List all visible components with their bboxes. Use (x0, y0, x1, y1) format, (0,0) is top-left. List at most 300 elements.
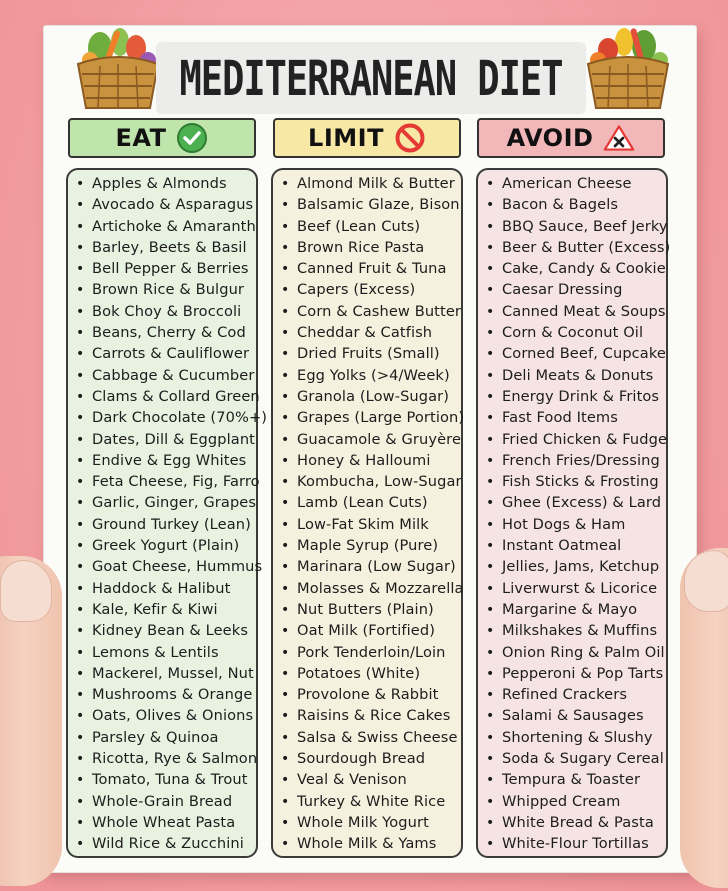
limit-item-text: Grapes (Large Portion) (297, 409, 465, 427)
eat-item-text: Apples & Almonds (92, 175, 227, 192)
avoid-item-text: Deli Meats & Donuts (502, 366, 654, 384)
eat-list-item (68, 620, 256, 641)
avoid-item-text: Bacon & Bagels (502, 196, 619, 214)
limit-item-text: Egg Yolks (>4/Week) (297, 366, 450, 384)
eat-item-text: Lemons & Lentils (92, 643, 219, 661)
limit-item-text: Capers (Excess) (297, 281, 416, 299)
avoid-item-text: Refined Crackers (502, 686, 628, 704)
eat-item-text: Bell Pepper & Berries (92, 260, 249, 278)
limit-list-item (273, 727, 461, 748)
eat-list-item (68, 216, 256, 237)
eat-list-item (68, 343, 256, 364)
limit-list (271, 168, 463, 858)
eat-item-text: Kidney Bean & Leeks (92, 622, 249, 640)
bullet-icon: • (281, 410, 290, 427)
bullet-icon: • (486, 644, 495, 661)
diet-card (44, 26, 696, 872)
warning-x-icon (603, 122, 635, 154)
avoid-item-text: Whipped Cream (502, 792, 621, 810)
bullet-icon: • (486, 708, 495, 725)
limit-header (273, 118, 461, 158)
limit-item-text: Canned Fruit & Tuna (297, 260, 447, 278)
prohibited-icon (394, 122, 426, 154)
avoid-list-item (478, 833, 666, 854)
bullet-icon: • (281, 772, 290, 789)
limit-item-text: Dried Fruits (Small) (297, 345, 440, 363)
bullet-icon: • (486, 538, 495, 555)
limit-item-text: Molasses & Mozzarella (297, 579, 464, 597)
limit-item-text: Nut Butters (Plain) (297, 600, 434, 618)
bullet-icon: • (281, 495, 290, 512)
limit-item-text: Low-Fat Skim Milk (297, 515, 429, 533)
avoid-list-item (478, 173, 666, 194)
bullet-icon: • (486, 388, 495, 405)
eat-list-item (68, 663, 256, 684)
limit-item-text: Marinara (Low Sugar) (297, 558, 456, 576)
bullet-icon: • (76, 367, 85, 384)
avoid-list-item (478, 279, 666, 300)
limit-item-text: Maple Syrup (Pure) (297, 537, 439, 555)
avoid-list-item (478, 514, 666, 535)
bullet-icon: • (281, 793, 290, 810)
bullet-icon: • (76, 410, 85, 427)
eat-item-text: Mushrooms & Orange (92, 686, 253, 704)
avoid-list-item (478, 322, 666, 343)
limit-item-text: Veal & Venison (297, 771, 407, 789)
bullet-icon: • (76, 580, 85, 597)
eat-list-item (68, 322, 256, 343)
bullet-icon: • (76, 814, 85, 831)
bullet-icon: • (76, 559, 85, 576)
eat-item-text: Clams & Collard Green (92, 387, 260, 405)
bullet-icon: • (486, 282, 495, 299)
bullet-icon: • (76, 836, 85, 853)
limit-list-item (273, 556, 461, 577)
limit-list-item (273, 450, 461, 471)
eat-item-text: Feta Cheese, Fig, Farro (92, 473, 260, 491)
limit-list-item (273, 343, 461, 364)
bullet-icon: • (486, 601, 495, 618)
limit-list-item (273, 173, 461, 194)
avoid-header-label: AVOID (506, 124, 594, 152)
bullet-icon: • (76, 346, 85, 363)
bullet-icon: • (76, 665, 85, 682)
eat-item-text: Oats, Olives & Onions (92, 707, 254, 725)
eat-item-text: Beans, Cherry & Cod (92, 324, 246, 342)
eat-list-item (68, 492, 256, 513)
bullet-icon: • (76, 282, 85, 299)
avoid-item-text: Milkshakes & Muffins (502, 622, 658, 640)
bullet-icon: • (76, 495, 85, 512)
eat-item-text: Tomato, Tuna & Trout (92, 771, 248, 789)
avoid-item-text: Instant Oatmeal (502, 537, 622, 555)
bullet-icon: • (281, 176, 290, 192)
limit-list-item (273, 301, 461, 322)
limit-item-text: Turkey & White Rice (297, 792, 446, 810)
bullet-icon: • (76, 388, 85, 405)
bullet-icon: • (486, 793, 495, 810)
eat-item-text: Whole-Grain Bread (92, 792, 233, 810)
avoid-list-item (478, 642, 666, 663)
limit-list-item (273, 599, 461, 620)
avoid-list (476, 168, 671, 858)
bullet-icon: • (281, 687, 290, 704)
eat-list-item (68, 791, 256, 812)
eat-item-text: Endive & Egg Whites (92, 451, 247, 469)
title-banner (156, 42, 586, 114)
eat-item-text: Bok Choy & Broccoli (92, 302, 242, 320)
bullet-icon: • (281, 516, 290, 533)
eat-item-text: Haddock & Halibut (92, 579, 231, 597)
bullet-icon: • (486, 751, 495, 768)
bullet-icon: • (76, 751, 85, 768)
bullet-icon: • (486, 559, 495, 576)
avoid-item-text: Fish Sticks & Frosting (502, 473, 659, 491)
bullet-icon: • (76, 623, 85, 640)
bullet-icon: • (486, 431, 495, 448)
bullet-icon: • (486, 729, 495, 746)
bullet-icon: • (76, 197, 85, 214)
eat-list-item (68, 556, 263, 577)
avoid-list-item (478, 578, 666, 599)
bullet-icon: • (281, 836, 290, 853)
limit-item-text: Corn & Cashew Butter (297, 302, 461, 320)
bullet-icon: • (281, 197, 290, 214)
limit-item-text: Salsa & Swiss Cheese (297, 728, 458, 746)
eat-list-item (68, 599, 256, 620)
bullet-icon: • (281, 538, 290, 555)
bullet-icon: • (281, 580, 290, 597)
bullet-icon: • (486, 452, 495, 469)
eat-list-item (68, 301, 256, 322)
limit-list-item (273, 812, 461, 833)
limit-header-label: LIMIT (308, 124, 384, 152)
limit-item-text: Honey & Halloumi (297, 451, 431, 469)
avoid-item-text: Liverwurst & Licorice (502, 579, 658, 597)
eat-item-text: Mackerel, Mussel, Nut (92, 664, 254, 682)
page-title: MEDITERRANEAN DIET (179, 50, 563, 106)
avoid-list-item (478, 663, 666, 684)
bullet-icon: • (281, 218, 290, 235)
avoid-list-item (478, 450, 666, 471)
bullet-icon: • (486, 495, 495, 512)
eat-list-item (68, 642, 256, 663)
limit-item-text: Beef (Lean Cuts) (297, 217, 421, 235)
bullet-icon: • (281, 665, 290, 682)
eat-item-text: Ricotta, Rye & Salmon (92, 750, 258, 768)
eat-item-text: Kale, Kefir & Kiwi (92, 600, 218, 618)
avoid-item-text: Margarine & Mayo (502, 600, 638, 618)
bullet-icon: • (76, 772, 85, 789)
eat-list-item (68, 535, 256, 556)
bullet-icon: • (76, 431, 85, 448)
limit-item-text: Oat Milk (Fortified) (297, 622, 435, 640)
eat-list-item (68, 812, 256, 833)
bullet-icon: • (486, 836, 495, 853)
vegetable-basket-icon (70, 26, 166, 112)
avoid-list-item (478, 194, 666, 215)
bullet-icon: • (281, 346, 290, 363)
eat-item-text: Artichoke & Amaranth (92, 217, 256, 235)
avoid-header (477, 118, 665, 158)
limit-list-item (273, 833, 461, 854)
eat-item-text: Carrots & Cauliflower (92, 345, 250, 363)
avoid-item-text: White-Flour Tortillas (502, 835, 649, 853)
eat-item-text: Garlic, Ginger, Grapes (92, 494, 257, 512)
eat-header-label: EAT (115, 124, 167, 152)
bullet-icon: • (281, 431, 290, 448)
eat-list-item (68, 705, 256, 726)
right-thumb-nail (684, 550, 728, 612)
eat-item-text: Dates, Dill & Eggplant (92, 430, 256, 448)
avoid-list-item (478, 727, 666, 748)
limit-item-text: Lamb (Lean Cuts) (297, 494, 428, 512)
avoid-item-text: American Cheese (502, 175, 632, 192)
bullet-icon: • (76, 474, 85, 491)
bullet-icon: • (76, 261, 85, 278)
limit-list-item (273, 386, 461, 407)
eat-list-item (68, 748, 256, 769)
bullet-icon: • (486, 772, 495, 789)
bullet-icon: • (76, 729, 85, 746)
avoid-item-text: French Fries/Dressing (502, 451, 660, 469)
avoid-list-item (478, 407, 666, 428)
limit-list-item (273, 769, 461, 790)
bullet-icon: • (76, 325, 85, 342)
bullet-icon: • (76, 452, 85, 469)
avoid-item-text: Corn & Coconut Oil (502, 324, 644, 342)
bullet-icon: • (281, 474, 290, 491)
avoid-list-item (478, 791, 666, 812)
eat-list-item (68, 173, 256, 194)
avoid-item-text: Soda & Sugary Cereal (502, 750, 664, 768)
limit-list-item (273, 748, 461, 769)
bullet-icon: • (486, 580, 495, 597)
limit-list-item (273, 365, 461, 386)
bullet-icon: • (281, 261, 290, 278)
limit-item-text: Pork Tenderloin/Loin (297, 643, 446, 661)
bullet-icon: • (76, 793, 85, 810)
eat-item-text: Ground Turkey (Lean) (92, 515, 251, 533)
bullet-icon: • (76, 218, 85, 235)
bullet-icon: • (76, 516, 85, 533)
eat-list (66, 168, 268, 858)
limit-list-item (273, 258, 461, 279)
bullet-icon: • (486, 687, 495, 704)
limit-list-item (273, 237, 461, 258)
eat-list-item (68, 429, 256, 450)
eat-item-text: Barley, Beets & Basil (92, 238, 247, 256)
eat-list-item (68, 194, 256, 215)
bullet-icon: • (281, 452, 290, 469)
bullet-icon: • (486, 516, 495, 533)
bullet-icon: • (281, 601, 290, 618)
avoid-item-text: White Bread & Pasta (502, 813, 654, 831)
bullet-icon: • (486, 176, 495, 192)
eat-item-text: Cabbage & Cucumber (92, 366, 255, 384)
eat-item-text: Avocado & Asparagus (92, 196, 254, 214)
bullet-icon: • (486, 218, 495, 235)
limit-list-item (273, 684, 461, 705)
bullet-icon: • (486, 346, 495, 363)
limit-list-item (273, 705, 461, 726)
limit-list-item (273, 663, 461, 684)
eat-list-item (68, 769, 256, 790)
avoid-item-text: Tempura & Toaster (502, 771, 641, 789)
limit-item-text: Provolone & Rabbit (297, 686, 439, 704)
limit-item-text: Kombucha, Low-Sugar (297, 473, 462, 491)
limit-item-text: Sourdough Bread (297, 750, 426, 768)
limit-list-item (273, 492, 461, 513)
eat-list-item (68, 407, 268, 428)
bullet-icon: • (281, 814, 290, 831)
avoid-item-text: Hot Dogs & Ham (502, 515, 626, 533)
limit-list-item (273, 429, 461, 450)
limit-item-text: Raisins & Rice Cakes (297, 707, 451, 725)
limit-item-text: Potatoes (White) (297, 664, 421, 682)
bullet-icon: • (486, 665, 495, 682)
bullet-icon: • (76, 176, 85, 192)
bullet-icon: • (486, 261, 495, 278)
eat-list-item (68, 471, 260, 492)
limit-list-item (273, 194, 461, 215)
avoid-list-item (478, 365, 666, 386)
avoid-list-item (478, 258, 666, 279)
eat-item-text: Wild Rice & Zucchini (92, 835, 244, 853)
left-thumb-nail (0, 560, 52, 622)
eat-header (68, 118, 256, 158)
avoid-list-item (478, 535, 666, 556)
eat-item-text: Dark Chocolate (70%+) (92, 409, 268, 427)
avoid-item-text: Ghee (Excess) & Lard (502, 494, 662, 512)
bullet-icon: • (76, 644, 85, 661)
avoid-item-text: Jellies, Jams, Ketchup (502, 558, 660, 576)
eat-list-item (68, 578, 256, 599)
bullet-icon: • (281, 367, 290, 384)
limit-item-text: Whole Milk & Yams (297, 835, 437, 853)
limit-list-item (273, 407, 465, 428)
avoid-list-item (478, 492, 666, 513)
bullet-icon: • (486, 197, 495, 214)
eat-list-item (68, 450, 256, 471)
bullet-icon: • (76, 708, 85, 725)
eat-list-item (68, 727, 256, 748)
avoid-list-item (478, 705, 666, 726)
eat-item-text: Goat Cheese, Hummus (92, 558, 263, 576)
eat-list-item (68, 833, 256, 854)
avoid-item-text: Pepperoni & Pop Tarts (502, 664, 664, 682)
eat-list-item (68, 365, 256, 386)
bullet-icon: • (281, 729, 290, 746)
eat-list-item (68, 514, 256, 535)
eat-item-text: Parsley & Quinoa (92, 728, 219, 746)
limit-list-item (273, 578, 464, 599)
limit-item-text: Guacamole & Gruyère (297, 430, 462, 448)
bullet-icon: • (281, 388, 290, 405)
avoid-list-item (478, 556, 666, 577)
limit-item-text: Cheddar & Catfish (297, 324, 433, 342)
avoid-list-item (478, 471, 666, 492)
limit-list-item (273, 514, 461, 535)
avoid-list-item (478, 301, 666, 322)
avoid-list-item (478, 769, 666, 790)
bullet-icon: • (486, 239, 495, 256)
limit-item-text: Whole Milk Yogurt (297, 813, 429, 831)
bullet-icon: • (281, 282, 290, 299)
avoid-item-text: Fast Food Items (502, 409, 618, 427)
avoid-list-item (478, 684, 666, 705)
avoid-list-item (478, 216, 666, 237)
avoid-item-text: Fried Chicken & Fudge (502, 430, 668, 448)
bullet-icon: • (76, 601, 85, 618)
limit-list-item (273, 322, 461, 343)
limit-item-text: Balsamic Glaze, Bison (297, 196, 460, 214)
bullet-icon: • (76, 687, 85, 704)
bullet-icon: • (486, 474, 495, 491)
bullet-icon: • (486, 814, 495, 831)
eat-list-item (68, 684, 256, 705)
limit-item-text: Brown Rice Pasta (297, 238, 425, 256)
bullet-icon: • (281, 644, 290, 661)
bullet-icon: • (76, 239, 85, 256)
bullet-icon: • (281, 751, 290, 768)
avoid-item-text: Onion Ring & Palm Oil (502, 643, 665, 661)
avoid-list-item (478, 620, 666, 641)
bullet-icon: • (76, 303, 85, 320)
avoid-item-text: BBQ Sauce, Beef Jerky (502, 217, 668, 235)
eat-item-text: Whole Wheat Pasta (92, 813, 236, 831)
limit-list-item (273, 620, 461, 641)
avoid-item-text: Energy Drink & Fritos (502, 387, 660, 405)
avoid-item-text: Caesar Dressing (502, 281, 623, 299)
avoid-item-text: Canned Meat & Soups (502, 302, 666, 320)
check-circle-icon (176, 122, 208, 154)
limit-list-item (273, 642, 461, 663)
eat-list-item (68, 237, 256, 258)
eat-item-text: Brown Rice & Bulgur (92, 281, 245, 299)
vegetable-basket-icon (580, 26, 676, 112)
bullet-icon: • (281, 303, 290, 320)
avoid-item-text: Corned Beef, Cupcake (502, 345, 666, 363)
bullet-icon: • (281, 559, 290, 576)
eat-list-item (68, 386, 260, 407)
avoid-list-item (478, 386, 666, 407)
avoid-item-text: Salami & Sausages (502, 707, 644, 725)
avoid-list-item (478, 599, 666, 620)
avoid-item-text: Cake, Candy & Cookie (502, 260, 666, 278)
avoid-list-item (478, 237, 671, 258)
limit-list-item (273, 471, 461, 492)
limit-list-item (273, 216, 461, 237)
bullet-icon: • (281, 239, 290, 256)
bullet-icon: • (281, 708, 290, 725)
eat-list-item (68, 279, 256, 300)
bullet-icon: • (486, 367, 495, 384)
limit-list-item (273, 535, 461, 556)
eat-item-text: Greek Yogurt (Plain) (92, 537, 240, 555)
bullet-icon: • (281, 325, 290, 342)
bullet-icon: • (76, 538, 85, 555)
avoid-list-item (478, 343, 666, 364)
bullet-icon: • (486, 410, 495, 427)
limit-item-text: Granola (Low-Sugar) (297, 387, 450, 405)
bullet-icon: • (486, 325, 495, 342)
limit-list-item (273, 791, 461, 812)
eat-list-item (68, 258, 256, 279)
bullet-icon: • (486, 623, 495, 640)
avoid-list-item (478, 812, 666, 833)
avoid-list-item (478, 748, 666, 769)
